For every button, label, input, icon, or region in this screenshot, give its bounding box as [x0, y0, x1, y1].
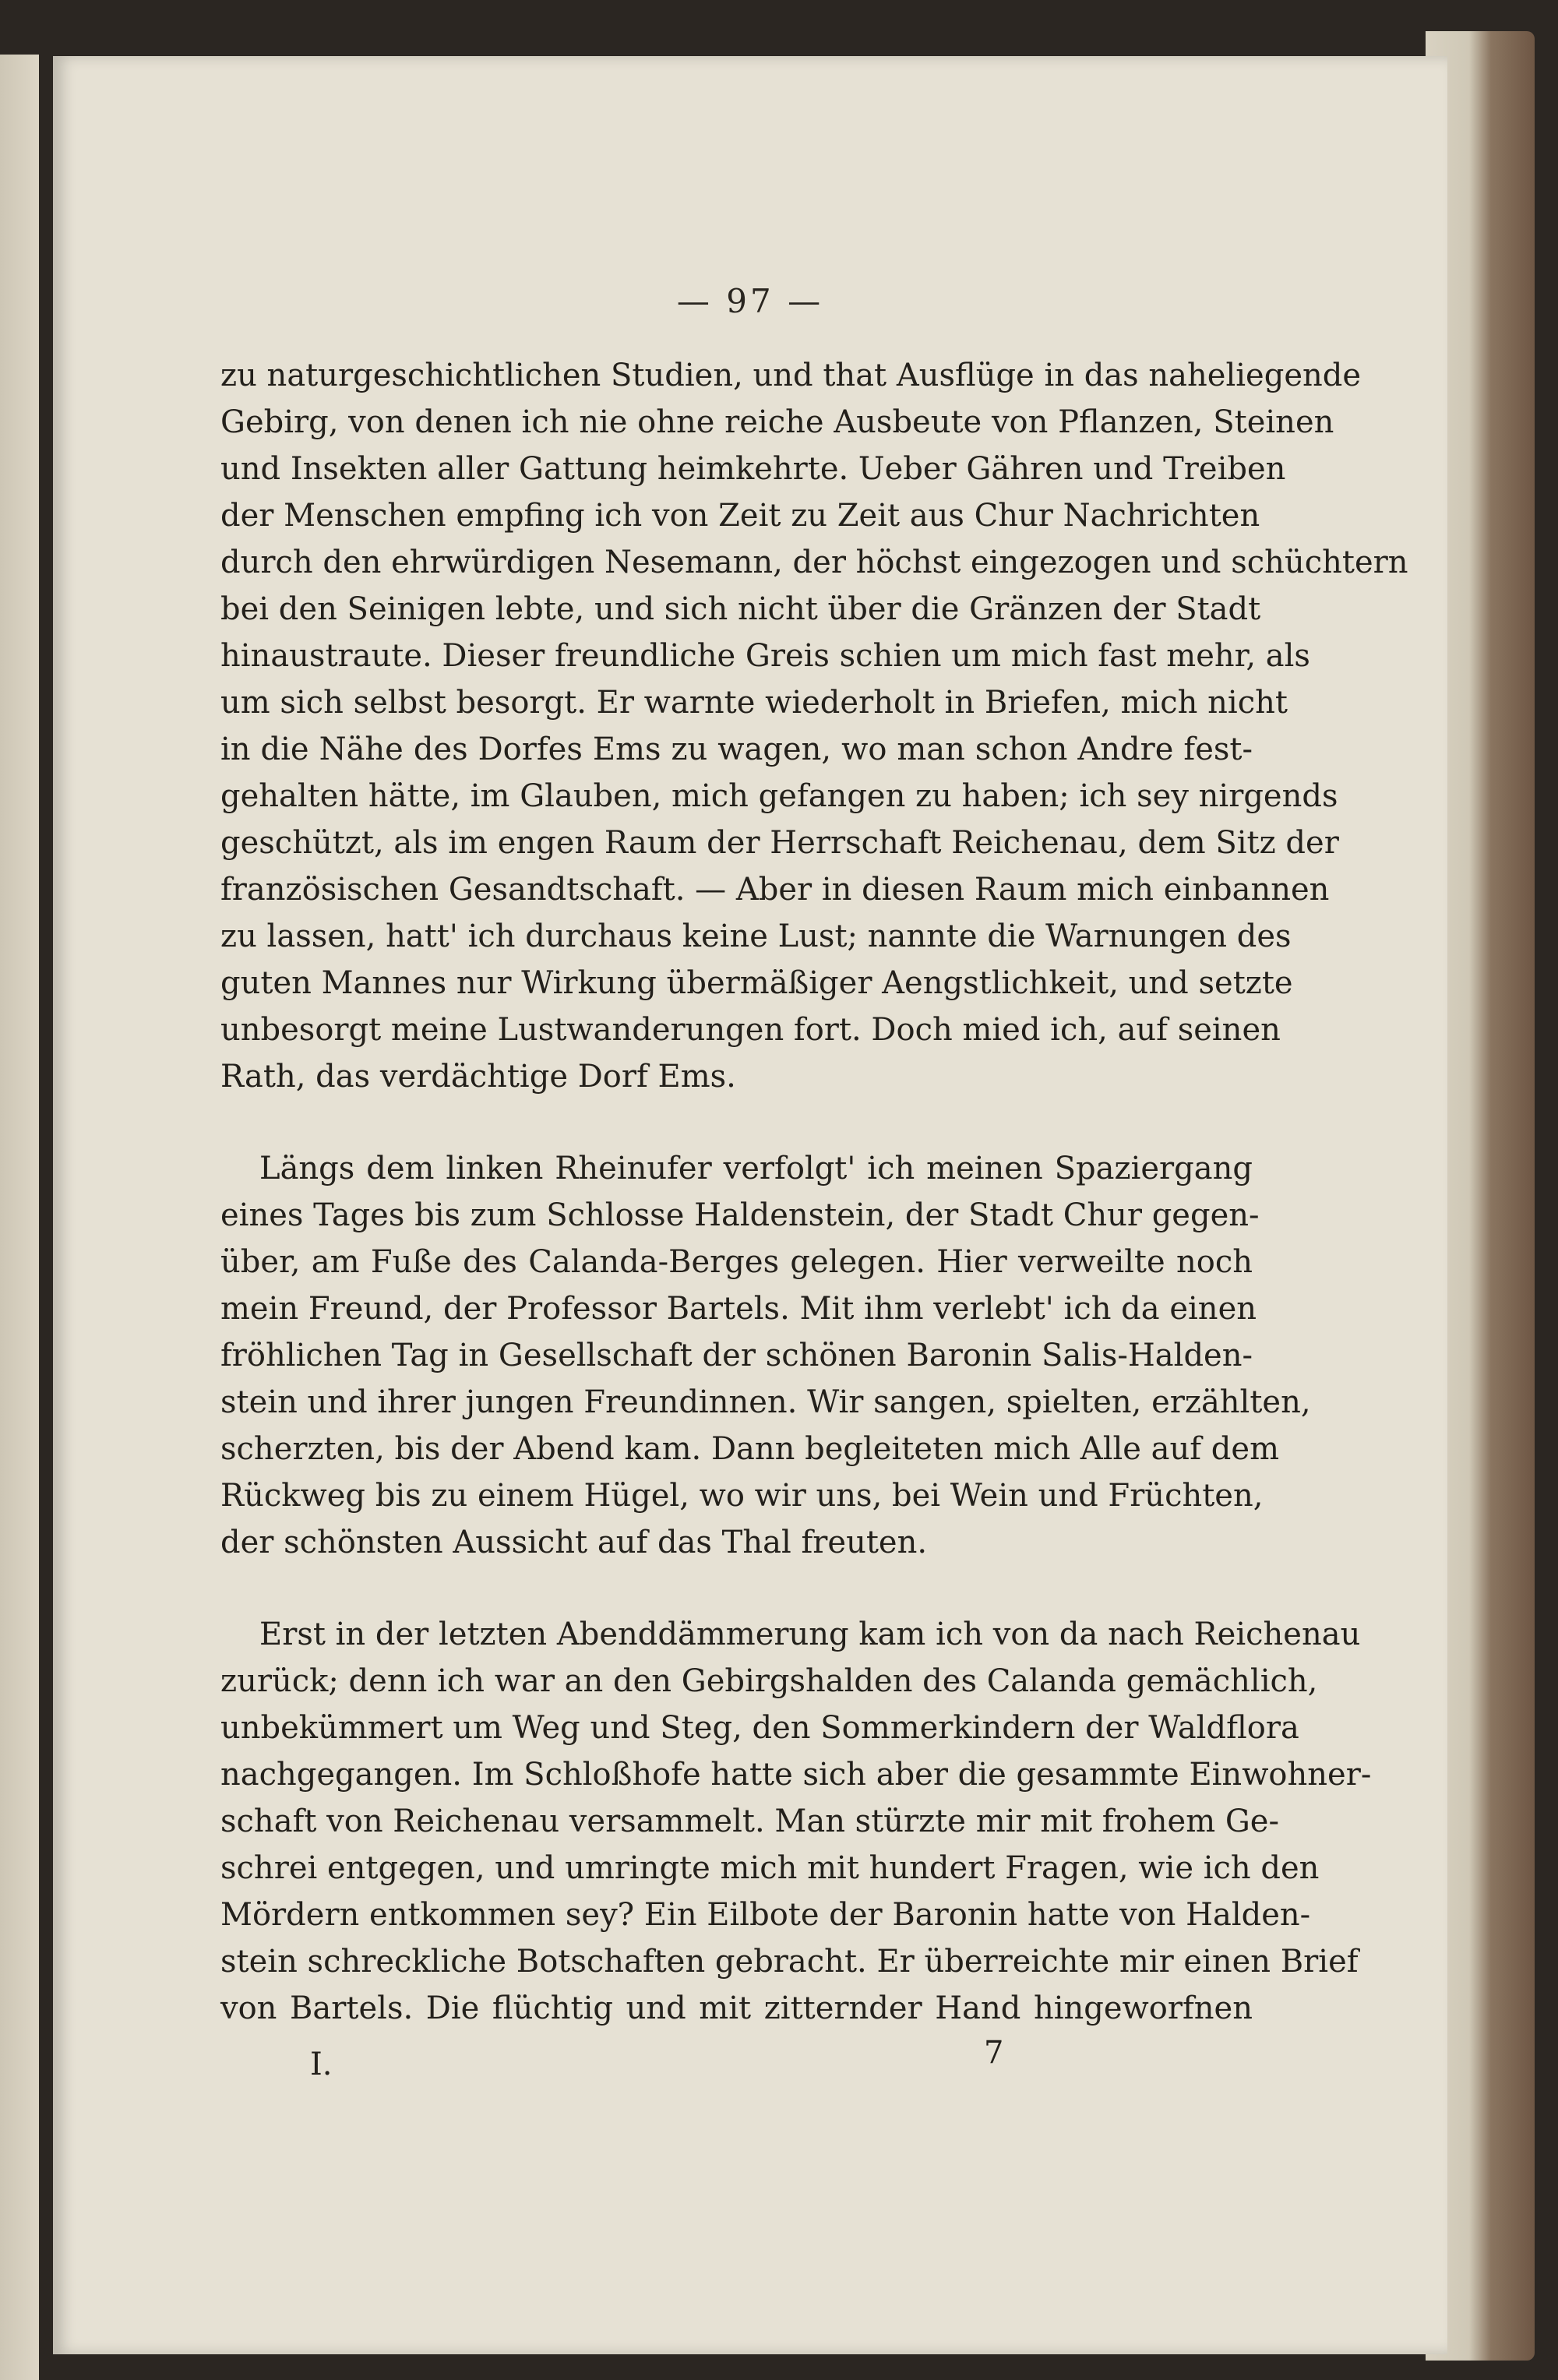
text-line: stein und ihrer jungen Freundinnen. Wir sangen, spielten, erzählten, [220, 1384, 1311, 1420]
text-line: französischen Gesandtschaft. — Aber in diesen Raum mich einbannen [220, 872, 1330, 908]
text-line: schaft von Reichenau versammelt. Man stürzte mir mit frohem Ge- [220, 1804, 1279, 1839]
text-line: durch den ehrwürdigen Nesemann, der höchst eingezogen und schüchtern [220, 545, 1408, 580]
text-line: zurück; denn ich war an den Gebirgshalden des Calanda gemächlich, [220, 1663, 1318, 1699]
text-line: zu lassen, hatt' ich durchaus keine Lust; nannte die Warnungen des [220, 919, 1292, 954]
text-line: Mördern entkommen sey? Ein Eilbote der Baronin hatte von Halden- [220, 1897, 1311, 1933]
signature-mark: I. [310, 2047, 333, 2082]
page-number: — 97 — [676, 282, 824, 320]
text-line: Längs dem linken Rheinufer verfolgt' ich meinen Spaziergang [259, 1151, 1253, 1186]
text-line: der Menschen empfing ich von Zeit zu Zeit aus Chur Nachrichten [220, 498, 1260, 534]
text-line: von Bartels. Die flüchtig und mit zitternder Hand hingeworfnen [220, 1990, 1253, 2026]
text-line: Erst in der letzten Abenddämmerung kam ich von da nach Reichenau [259, 1617, 1361, 1652]
text-line: fröhlichen Tag in Gesellschaft der schönen Baronin Salis-Halden- [220, 1338, 1253, 1373]
text-line: eines Tages bis zum Schlosse Haldenstein, der Stadt Chur gegen- [220, 1197, 1260, 1233]
text-line: unbesorgt meine Lustwanderungen fort. Doch mied ich, auf seinen [220, 1012, 1281, 1048]
text-line: scherzten, bis der Abend kam. Dann begleiteten mich Alle auf dem [220, 1431, 1280, 1467]
text-line: mein Freund, der Professor Bartels. Mit ihm verlebt' ich da einen [220, 1291, 1257, 1327]
text-line: Rath, das verdächtige Dorf Ems. [220, 1059, 736, 1095]
catchword-number: 7 [984, 2035, 1004, 2071]
book-page [53, 56, 1447, 2354]
text-line: gehalten hätte, im Glauben, mich gefangen zu haben; ich sey nirgends [220, 778, 1338, 814]
text-line: über, am Fuße des Calanda-Berges gelegen. Hier verweilte noch [220, 1244, 1253, 1280]
text-line: und Insekten aller Gattung heimkehrte. Ueber Gähren und Treiben [220, 451, 1286, 487]
text-line: schrei entgegen, und umringte mich mit hundert Fragen, wie ich den [220, 1850, 1320, 1886]
text-line: guten Mannes nur Wirkung übermäßiger Aengstlichkeit, und setzte [220, 965, 1293, 1001]
text-line: in die Nähe des Dorfes Ems zu wagen, wo man schon Andre fest- [220, 732, 1253, 767]
text-line: geschützt, als im engen Raum der Herrschaft Reichenau, dem Sitz der [220, 825, 1339, 861]
text-line: hinaustraute. Dieser freundliche Greis schien um mich fast mehr, als [220, 638, 1310, 674]
adjacent-page-edge [0, 55, 39, 2380]
text-line: unbekümmert um Weg und Steg, den Sommerkindern der Waldflora [220, 1710, 1299, 1746]
text-line: stein schreckliche Botschaften gebracht. Er überreichte mir einen Brief [220, 1944, 1359, 1980]
text-line: Rückweg bis zu einem Hügel, wo wir uns, bei Wein und Früchten, [220, 1478, 1264, 1514]
text-line: um sich selbst besorgt. Er warnte wiederholt in Briefen, mich nicht [220, 685, 1288, 721]
text-line: der schönsten Aussicht auf das Thal freuten. [220, 1525, 928, 1560]
text-line: bei den Seinigen lebte, und sich nicht über die Gränzen der Stadt [220, 591, 1261, 627]
text-line: nachgegangen. Im Schloßhofe hatte sich aber die gesammte Einwohner- [220, 1757, 1372, 1793]
text-line: zu naturgeschichtlichen Studien, und that Ausflüge in das naheliegende [220, 358, 1362, 393]
text-line: Gebirg, von denen ich nie ohne reiche Ausbeute von Pflanzen, Steinen [220, 404, 1334, 440]
